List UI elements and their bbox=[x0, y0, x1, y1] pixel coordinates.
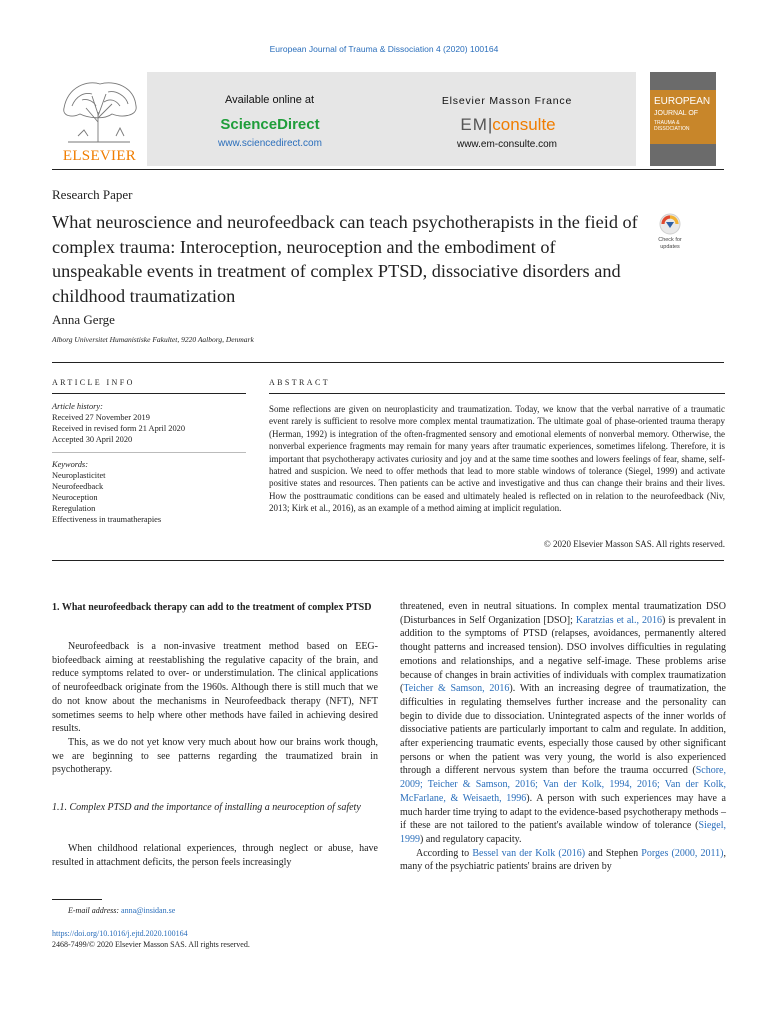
check-for-updates-badge[interactable] bbox=[650, 212, 690, 256]
check-updates-icon bbox=[650, 212, 690, 238]
abstract-rule bbox=[269, 393, 725, 394]
section-rule bbox=[52, 362, 724, 363]
paragraph: When childhood relational experiences, through neglect or abuse, have resulted in attachment deficits, the person feels increasingly bbox=[52, 843, 378, 868]
citation-link[interactable]: Siegel, 1999 bbox=[400, 820, 726, 845]
text-run: ) is prevalent in addition to the symptoms of PTSD (relapses, avoidances, permanently altered thought patterns and increased tension). DSO involves difficulties in regulating emotions and relationships, and a negative self-image. These problems arise because of changes in brain activities of individuals with complex traumatization ( bbox=[400, 614, 727, 695]
right-column bbox=[400, 600, 726, 874]
text-run: and Stephen bbox=[585, 847, 642, 859]
body-rule bbox=[52, 560, 724, 561]
abstract-heading: ABSTRACT bbox=[269, 378, 330, 387]
text-run: , many of the psychiatric patients' brains are driven by bbox=[400, 847, 726, 873]
available-online-text: Available online at bbox=[224, 94, 315, 106]
email-link[interactable]: anna@insidan.se bbox=[121, 906, 176, 915]
paragraph: Neurofeedback is a non-invasive treatment method based on EEG-biofeedback aiming at reestablishing the regulative capacity of the brain, and reduce symptoms related to over- or understimulation. The clinical applications of neurofeedback originate from the 1960s. Although there is still much that we do not know about the mechanisms in Neurofeedback therapy (NFT), NFT sometimes seems to help where other methods have failed in achieving desired results. bbox=[52, 641, 378, 735]
citation-link[interactable]: Schore, 2009; Teicher & Samson, 2016; Van der Kolk, 1994, 2016; Van der Kolk, McFarlane, & Weisaeth, 1996 bbox=[400, 765, 726, 804]
elsevier-logo bbox=[52, 72, 147, 166]
text-run: According to bbox=[416, 847, 473, 859]
citation-link[interactable]: Bessel van der Kolk (2016) bbox=[472, 847, 586, 859]
abstract-copyright: © 2020 Elsevier Masson SAS. All rights reserved. bbox=[543, 539, 725, 549]
check-updates-label: Check for updates bbox=[658, 237, 682, 250]
email-label: E-mail address: bbox=[68, 906, 120, 915]
affiliation: Alborg Universitet Humanistiske Fakultet, 9220 Aalborg, Denmark bbox=[52, 335, 254, 344]
abstract-text: Some reflections are given on neuroplasticity and traumatization. Today, we know that the verbal narrative of a traumatic event rarely is sufficient to resolve more complex mental traumatization. The ultimate goal of phase-oriented trauma therapy (Herman, 1992) is integration of the often-fragmented sensory and emotional elements of nonverbal memory. Otherwise, the nonverbal experience fragments may remain for many years after traumatic experiences, sometimes lifelong. Therefore, it is important that psychotherapy activates curiosity and joy and at the same time soothes and lowers feelings of fear, shame, self-hatred and suspicion. We need to offer methods that lead to more stable windows of tolerance (Siegel, 1999) and activate positive states and resources. Then patients can be active and investigative and thus can change their brains and their lives. How the posttraumatic conditions can be eased and ultimately healed is reflected on in relation to the neurofeedback (Niv, 2013; Kirk et al., 2016), as an example of a method aiming at implicit regulation. bbox=[269, 404, 725, 514]
issn-copyright: 2468-7499/© 2020 Elsevier Masson SAS. All rights reserved. bbox=[52, 940, 250, 949]
citation-link[interactable]: Porges (2000, 2011) bbox=[641, 847, 724, 859]
em-consulte-link[interactable]: www.em-consulte.com bbox=[456, 139, 558, 150]
elsevier-tree-icon bbox=[58, 78, 142, 144]
text-run: ). A person with such experiences may have a much harder time trying to adapt to the evidence-based psychotherapy methods – if these are not tailored to the patient's available window of tolerance ( bbox=[400, 792, 726, 832]
keyword-item: Neurofeedback bbox=[52, 482, 104, 491]
received-date: Received 27 November 2019 bbox=[52, 413, 150, 422]
paragraph bbox=[400, 847, 726, 874]
author-name[interactable]: Anna Gerge bbox=[52, 312, 115, 327]
elsevier-wordmark: ELSEVIER bbox=[62, 148, 137, 164]
history-label: Article history: bbox=[52, 402, 103, 411]
em-logo-consulte: consulte bbox=[492, 115, 556, 134]
citation-link[interactable]: Teicher & Samson, 2016 bbox=[403, 683, 510, 695]
section-1-heading: 1. What neurofeedback therapy can add to the treatment of complex PTSD bbox=[52, 602, 372, 613]
footnote-rule bbox=[52, 899, 102, 900]
keyword-item: Neuroception bbox=[52, 493, 98, 502]
header-rule bbox=[52, 169, 724, 170]
footnote-email bbox=[68, 906, 175, 915]
section-1-1-heading: 1.1. Complex PTSD and the importance of installing a neuroception of safety bbox=[52, 802, 361, 813]
sciencedirect-logo[interactable]: ScienceDirect bbox=[220, 116, 320, 133]
cover-title-line3: TRAUMA & DISSOCIATION bbox=[654, 120, 690, 132]
citation-link[interactable]: Karatzias et al., 2016 bbox=[575, 614, 663, 626]
cover-title-line2: JOURNAL OF bbox=[654, 110, 699, 117]
text-run: ). With an increasing degree of traumatization, the difficulties in regulating themselves further increase and the personality can begin to divide due to dissociation. Unintegrated aspects of the inner worlds of dissociative patients are particularly important to calm and regulate. In addition, after experiencing traumatic events, especially those caused by other significant persons or when the patient was very young, the world is also experienced through a different nervous system than before the trauma occurred ( bbox=[400, 683, 726, 777]
em-consulte-logo[interactable] bbox=[448, 115, 568, 135]
em-logo-em: EM bbox=[460, 115, 488, 134]
accepted-date: Accepted 30 April 2020 bbox=[52, 435, 133, 444]
keywords-label: Keywords: bbox=[52, 460, 88, 469]
left-column-top bbox=[52, 640, 378, 777]
text-run: ) and regulatory capacity. bbox=[420, 833, 522, 845]
paragraph: This, as we do not yet know very much about how our brains work though, we are beginning to see patterns regarding the traumatized brain in psychotherapy. bbox=[52, 736, 378, 776]
cover-title-line1: EUROPEAN bbox=[654, 96, 711, 107]
article-info-heading: ARTICLE INFO bbox=[52, 378, 135, 387]
journal-cover[interactable] bbox=[650, 72, 716, 166]
journal-reference[interactable]: European Journal of Trauma & Dissociation 4 (2020) 100164 bbox=[269, 44, 499, 54]
keyword-item: Neuroplasticitet bbox=[52, 471, 106, 480]
keyword-item: Reregulation bbox=[52, 504, 96, 513]
revised-date: Received in revised form 21 April 2020 bbox=[52, 424, 186, 433]
em-logo-separator: | bbox=[487, 115, 493, 134]
doi-link[interactable]: https://doi.org/10.1016/j.ejtd.2020.100164 bbox=[52, 929, 188, 938]
article-title: What neuroscience and neurofeedback can teach psychotherapists in the fieid of complex trauma: Interoception, neuroception and the embodiment of unspeakable events in treatment of complex PTSD, dissociative disorders and childhood traumatization bbox=[52, 212, 638, 306]
left-column-bottom bbox=[52, 842, 378, 869]
keywords-rule bbox=[52, 452, 246, 453]
sciencedirect-link[interactable]: www.sciencedirect.com bbox=[218, 138, 322, 149]
text-run: threatened, even in neutral situations. In complex mental traumatization DSO (Disturbances in Self Organization [DSO]; bbox=[400, 601, 726, 626]
em-france-text: Elsevier Masson France bbox=[441, 95, 573, 107]
article-info-rule bbox=[52, 393, 246, 394]
paper-type: Research Paper bbox=[52, 187, 133, 202]
keyword-item: Effectiveness in traumatherapies bbox=[52, 515, 162, 524]
paragraph bbox=[400, 600, 726, 847]
